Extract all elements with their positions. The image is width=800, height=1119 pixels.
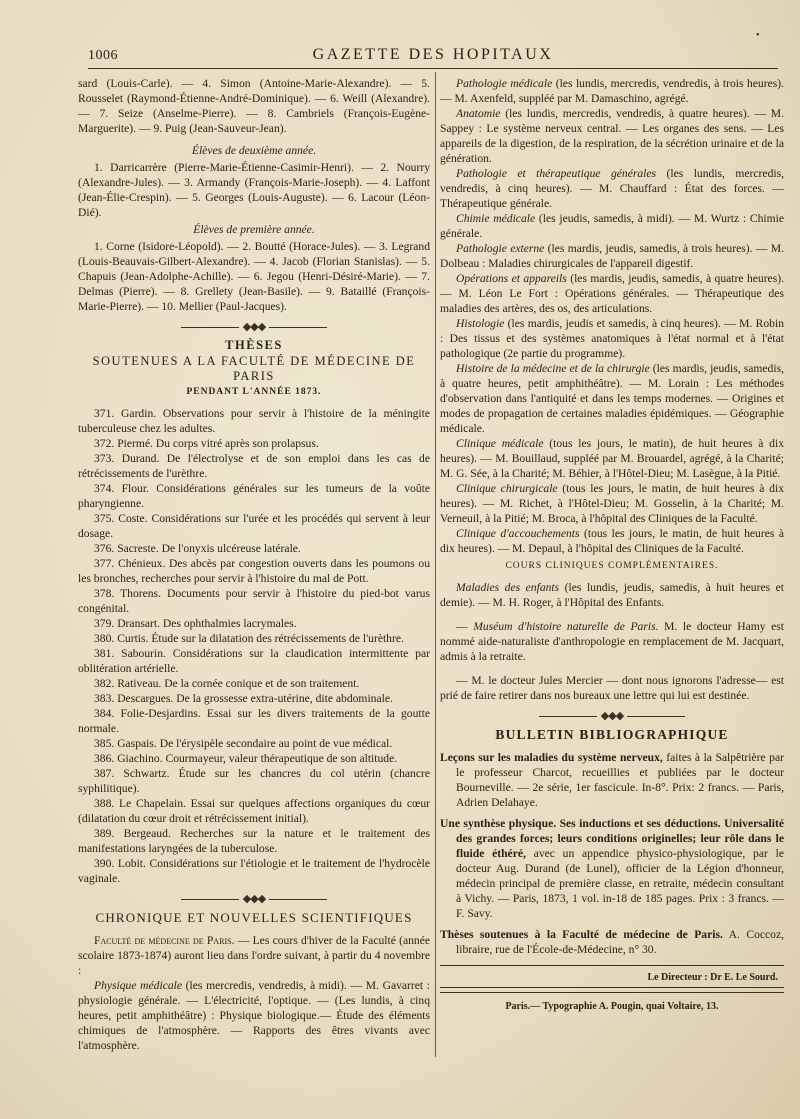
ink-dot: • xyxy=(756,30,760,41)
first-year-heading: Élèves de première année. xyxy=(193,223,315,236)
course-title: Chimie médicale xyxy=(456,212,536,225)
column-divider xyxy=(435,72,436,1057)
thesis-entry: 385. Gaspais. De l'érysipèle secondaire au point de vue médical. xyxy=(94,737,393,750)
museum-paragraph xyxy=(440,619,784,664)
course-details: (les mardis, jeudis, samedis, à trois heures). — M. Dolbeau : Maladies chirurgicales de l'appareil digestif. xyxy=(440,242,784,270)
bibliography-list xyxy=(440,750,784,957)
footer-rule xyxy=(440,965,784,966)
thesis-entry: 388. Le Chapelain. Essai sur quelques affections organiques du cœur (dilatation du cœur droit et rétrécissement initial). xyxy=(78,797,430,825)
bibliography-entry xyxy=(440,750,784,810)
bibliography-title: Thèses soutenues à la Faculté de médecine de Paris. xyxy=(440,928,723,941)
thesis-entry: 382. Rativeau. De la cornée conique et de son traitement. xyxy=(94,677,360,690)
theses-subtitle: SOUTENUES A LA FACULTÉ DE MÉDECINE DE PARIS xyxy=(92,354,416,383)
course-details: (les lundis, mercredis, vendredis, à trois heures). — M. Axenfeld, suppléé par M. Damaschino, agrégé. xyxy=(440,77,784,105)
thesis-entry: 372. Piermé. Du corps vitré après son prolapsus. xyxy=(94,437,319,450)
thesis-entry: 378. Thorens. Documents pour servir à l'histoire du pied-bot varus congénital. xyxy=(78,587,430,615)
course-entry xyxy=(440,76,784,106)
second-year-list: 1. Darricarrère (Pierre-Marie-Étienne-Casimir-Henri). — 2. Nourry (Alexandre-Jules). — 3. Armandy (François-Marie-Joseph). — 4. Laffont (Jean-Élie-Crespin). — 5. Georges (Louis-Auguste). — 6. Lacour (Léon-Dié). xyxy=(78,161,430,219)
thesis-entry: 381. Sabourin. Considérations sur la claudication intermittente par oblitération artérielle. xyxy=(78,647,430,675)
course-title: Pathologie externe xyxy=(456,242,545,255)
course-details: (tous les jours, le matin), de huit heures à dix heures). — M. Bouillaud, suppléé par M. Brouardel, agrégé, à la Charité; M. G. Sée, à la Charité; M. Béhier, à l'Hôtel-Dieu; M. Lasègue, à la Pitié. xyxy=(440,437,784,480)
thesis-entry: 386. Giachino. Courmayeur, valeur thérapeutique de son altitude. xyxy=(94,752,398,765)
course-title: Clinique d'accouchements xyxy=(456,527,580,540)
thesis-entry: 379. Dransart. Des ophthalmies lacrymales. xyxy=(94,617,297,630)
course-title: Opérations et appareils xyxy=(456,272,567,285)
thesis-entry: 374. Flour. Considérations générales sur les tumeurs de la voûte pharyngienne. xyxy=(78,482,430,510)
course-details: (les mardis, jeudis et samedis, à cinq heures). — M. Robin : Des tissus et des systèmes anatomiques à l'état normal et à l'état pathologique (2e partie du programme). xyxy=(440,317,784,360)
section-ornament: ◆◆◆ xyxy=(440,709,784,724)
bibliography-details: avec un appendice physico-physiologique, par le docteur Aug. Durand (de Lunel), officier de la Légion d'honneur, médecin principal de première classe, en retraite, médecin consultant à Vichy. — Paris, 1873, 1 vol. in-18 de 185 pages. Prix : 3 francs. — F. Savy. xyxy=(456,847,784,920)
course-details: (les mardis, jeudis, samedis, à quatre heures, petit amphithéâtre). — M. Lorain : Les méthodes d'observation dans l'antiquité et dans les temps modernes. — Origines et modes de propagation de certaines maladies épidémiques. — Géographie médicale. xyxy=(440,362,784,435)
section-ornament: ◆◆◆ xyxy=(78,320,430,335)
faculte-lead: Faculté de médecine de Paris. xyxy=(94,934,235,947)
physique-text: (les mercredis, vendredis, à midi). — M. Gavarret : physiologie générale. — L'électricité, l'optique. — (Les lundis, à cinq heures, petit amphithéâtre) : Physique biologique.— Étude des éléments chimiques de l'atmosphère. — Rapports des êtres vivants avec l'atmosphère. xyxy=(78,979,431,1052)
course-entry xyxy=(440,526,784,556)
course-title: Histologie xyxy=(456,317,505,330)
bibliography-title: Leçons sur les maladies du système nerveux, xyxy=(440,751,663,764)
course-entry xyxy=(440,211,784,241)
enfants-paragraph xyxy=(440,580,784,610)
faculte-text: — Les cours d'hiver de la Faculté (année scolaire 1873-1874) auront lieu dans l'ordre suivant, à partir du 4 novembre : xyxy=(78,934,430,977)
course-details: (les lundis, mercredis, vendredis, à cinq heures). — M. Chauffard : État des forces. — Thérapeutique générale. xyxy=(440,167,784,210)
page-number: 1006 xyxy=(88,48,118,63)
thesis-entry: 373. Durand. De l'électrolyse et de son emploi dans les cas de rétrécissements de l'urèthre. xyxy=(78,452,430,480)
course-details: (les lundis, mercredis, vendredis, à quatre heures). — M. Sappey : Le système nerveux central. — Les organes des sens. — Les appareils de la digestion, de la respiration, de la sécrétion urinaire et de la génération. xyxy=(440,107,784,165)
theses-year: PENDANT L'ANNÉE 1873. xyxy=(186,387,322,397)
thesis-entry: 384. Folie-Desjardins. Essai sur les divers traitements de la goutte normale. xyxy=(78,707,430,735)
footer-rule xyxy=(440,987,784,988)
bibliography-entry xyxy=(440,927,784,957)
course-entry xyxy=(440,271,784,316)
footer-rule xyxy=(440,992,784,993)
physique-paragraph xyxy=(78,978,430,1053)
thesis-entry: 371. Gardin. Observations pour servir à l'histoire de la méningite tuberculeuse chez les adultes. xyxy=(78,407,430,435)
director-line: Le Directeur : Dr E. Le Sourd. xyxy=(647,972,778,983)
physique-lead: Physique médicale xyxy=(94,979,183,992)
journal-title: GAZETTE DES HOPITAUX xyxy=(312,46,554,63)
course-details: (tous les jours, le matin, de huit heures à dix heures). — M. Richet, à l'Hôtel-Dieu; M. Gosselin, à la Charité; M. Verneuil, à la Pitié; M. Broca, à l'hôpital des Cliniques de la Faculté. xyxy=(440,482,784,525)
course-entry xyxy=(440,481,784,526)
course-entry xyxy=(440,436,784,481)
second-year-heading: Élèves de deuxième année. xyxy=(191,144,317,157)
left-column xyxy=(78,76,430,1053)
course-entry xyxy=(440,241,784,271)
course-title: Clinique chirurgicale xyxy=(456,482,558,495)
thesis-entry: 387. Schwartz. Étude sur les chancres du col utérin (chancre syphilitique). xyxy=(78,767,430,795)
prize-list-continued: sard (Louis-Carle). — 4. Simon (Antoine-Marie-Alexandre). — 5. Rousselet (Raymond-Étienne-André-Dominique). — 6. Weill (Alexandre). — 7. Seize (Anselme-Pierre). — 8. Cambriels (François-Eugène-Marguerite). — 9. Puig (Jean-Sauveur-Jean). xyxy=(78,77,430,135)
thesis-entry: 390. Lobit. Considérations sur l'étiologie et le traitement de l'hydrocèle vaginale. xyxy=(78,857,430,885)
course-entry xyxy=(440,106,784,166)
bibliography-title: Une synthèse physique. Ses inductions et ses déductions. Universalité des grandes forces; leurs conditions originelles; leur rôle dans le fluide éthéré, xyxy=(440,817,784,860)
enfants-lead: Maladies des enfants xyxy=(456,581,560,594)
course-title: Histoire de la médecine et de la chirurgie xyxy=(456,362,650,375)
course-details: (les jeudis, samedis, à midi). — M. Wurtz : Chimie générale. xyxy=(440,212,784,240)
faculte-paragraph xyxy=(78,933,430,978)
course-entry xyxy=(440,316,784,361)
bibliography-details: A. Coccoz, libraire, rue de l'École-de-Médecine, n° 30. xyxy=(456,928,785,956)
mercier-notice: — M. le docteur Jules Mercier — dont nous ignorons l'adresse— est prié de faire retirer dans nos bureaux une lettre qui lui est destinée. xyxy=(440,674,784,702)
course-title: Clinique médicale xyxy=(456,437,544,450)
theses-list xyxy=(78,406,430,886)
chronique-title: CHRONIQUE ET NOUVELLES SCIENTIFIQUES xyxy=(95,910,413,925)
section-ornament: ◆◆◆ xyxy=(78,892,430,907)
course-title: Pathologie et thérapeutique générales xyxy=(456,167,657,180)
thesis-entry: 376. Sacreste. De l'onyxis ulcéreuse latérale. xyxy=(94,542,301,555)
right-column xyxy=(440,76,784,1014)
museum-lead: Muséum d'histoire naturelle de Paris. xyxy=(473,620,659,633)
enfants-text: (les lundis, jeudis, samedis, à huit heures et demie). — M. H. Roger, à l'Hôpital des Enfants. xyxy=(440,581,785,609)
museum-dash: — xyxy=(456,620,474,633)
course-details: (les mardis, jeudis, samedis, à quatre heures). — M. Léon Le Fort : Opérations générales. — Thérapeutique des maladies des artères, des os, des articulations. xyxy=(440,272,784,315)
thesis-entry: 377. Chénieux. Des abcès par congestion ouverts dans les poumons ou les bronches, recherches pour servir à l'histoire du mal de Pott. xyxy=(78,557,430,585)
course-entry xyxy=(440,166,784,211)
course-entry xyxy=(440,361,784,436)
thesis-entry: 383. Descargues. De la grossesse extra-utérine, dite abdominale. xyxy=(94,692,393,705)
course-details: (tous les jours, le matin, de huit heures à dix heures). — M. Depaul, à l'hôpital des Cliniques de la Faculté. xyxy=(440,527,784,555)
printer-line: Paris.— Typographie A. Pougin, quai Voltaire, 13. xyxy=(505,1001,719,1012)
course-list xyxy=(440,76,784,556)
bibliography-details: faites à la Salpêtrière par le professeur Charcot, recueillies et publiées par le docteur Bourneville. — 2e série, 1er fascicule. In-8°. Prix: 2 francs. — Paris, Adrien Delahaye. xyxy=(456,751,784,809)
bibliography-entry xyxy=(440,816,784,921)
course-title: Pathologie médicale xyxy=(456,77,553,90)
museum-text: M. le docteur Hamy est nommé aide-naturaliste d'anthropologie en remplacement de M. Jacquart, admis à la retraite. xyxy=(440,620,784,663)
theses-title: THÈSES xyxy=(225,338,283,352)
complementary-heading: COURS CLINIQUES COMPLÉMENTAIRES. xyxy=(505,561,719,571)
thesis-entry: 389. Bergeaud. Recherches sur la nature et le traitement des manifestations laryngées de la tuberculose. xyxy=(78,827,430,855)
page-header xyxy=(88,46,778,69)
thesis-entry: 375. Coste. Considérations sur l'urée et les procédés qui servent à leur dosage. xyxy=(78,512,430,540)
course-title: Anatomie xyxy=(456,107,501,120)
first-year-list: 1. Corne (Isidore-Léopold). — 2. Boutté (Horace-Jules). — 3. Legrand (Louis-Beauvais-Gilbert-Alexandre). — 4. Jacob (Florian Stanislas). — 5. Chapuis (Jean-Adolphe-Achille). — 6. Jegou (Henri-Désiré-Marie). — 7. Delmas (Pierre). — 8. Grellety (Jean-Basile). — 9. Bataillé (François-Marie-Pierre). — 10. Mellier (Paul-Jacques). xyxy=(78,240,430,313)
thesis-entry: 380. Curtis. Étude sur la dilatation des rétrécissements de l'urèthre. xyxy=(94,632,404,645)
bulletin-title: BULLETIN BIBLIOGRAPHIQUE xyxy=(495,727,729,742)
